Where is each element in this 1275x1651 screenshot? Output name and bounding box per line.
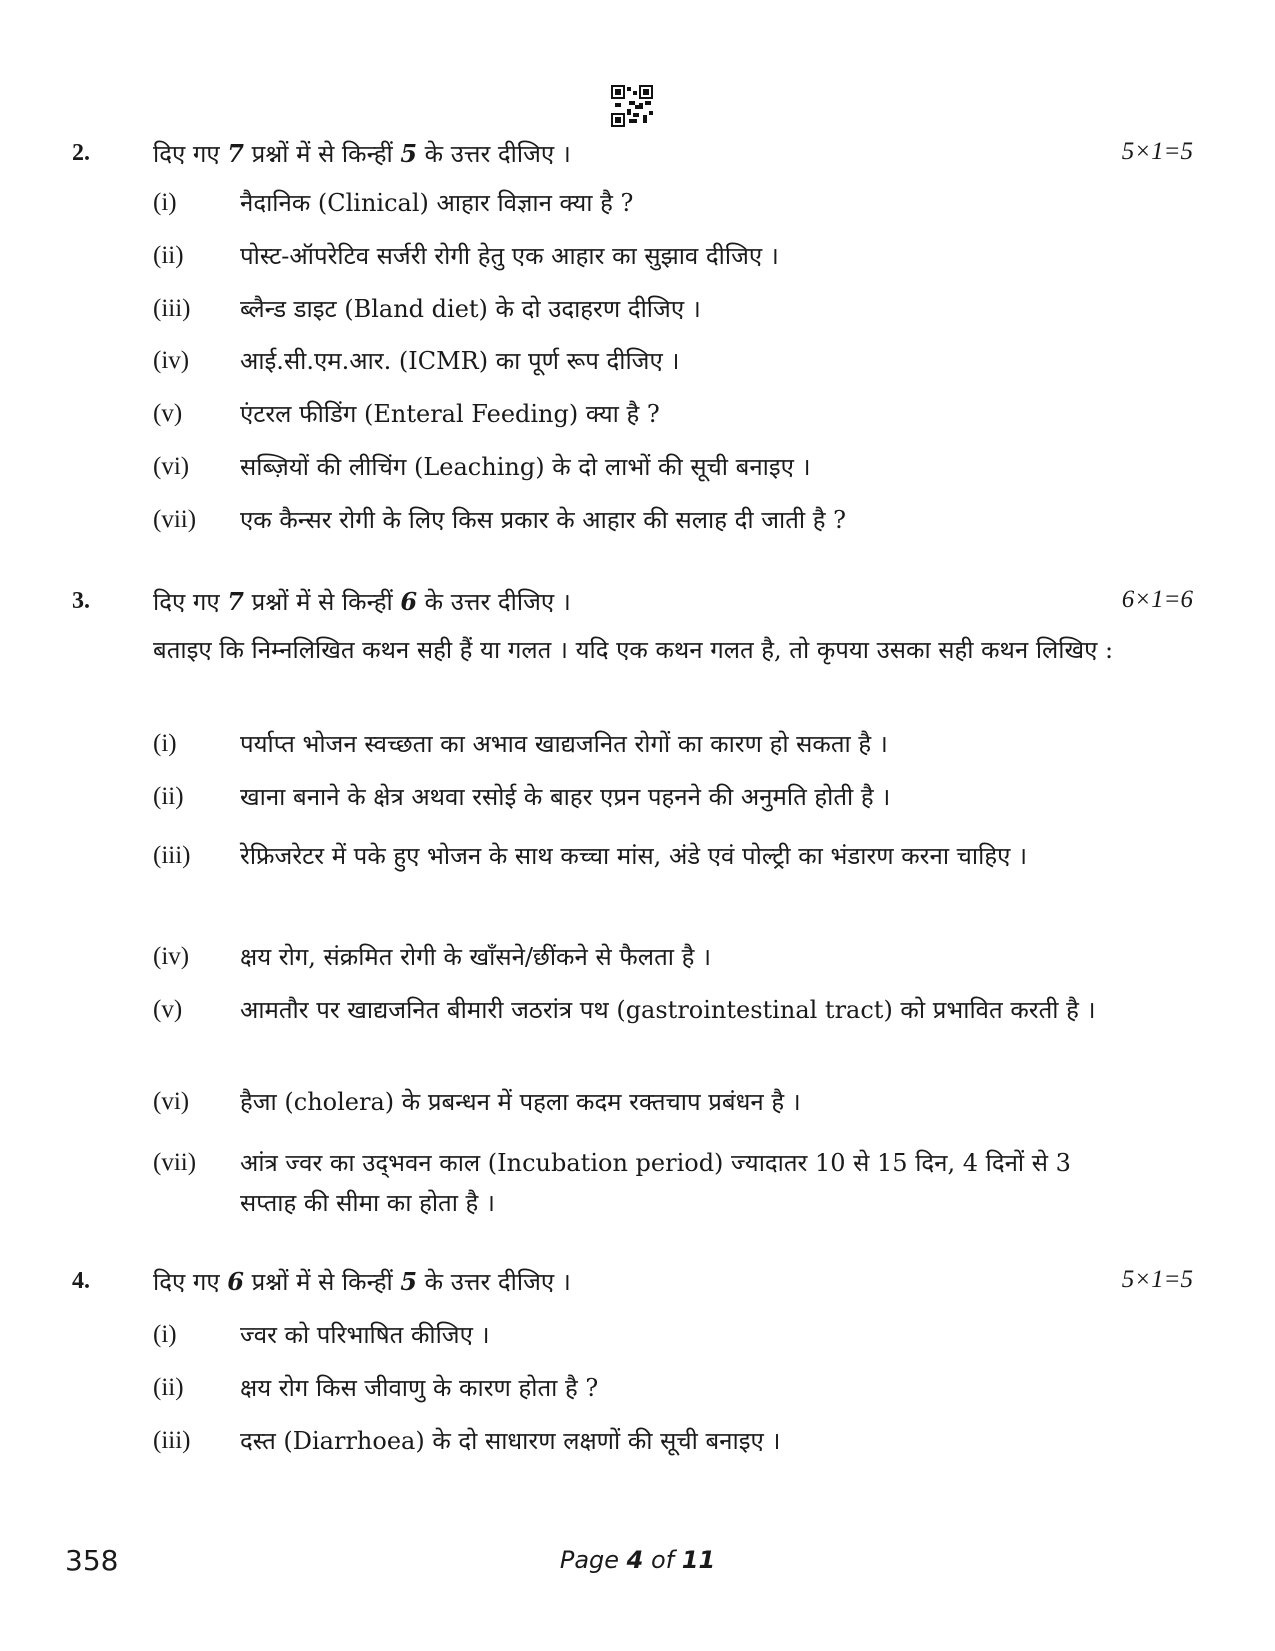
question-2-item-vii: (vii) एक कैन्सर रोगी के लिए किस प्रकार के आहार की सलाह दी जाती है ? — [153, 506, 846, 534]
question-4-item-ii: (ii) क्षय रोग किस जीवाणु के कारण होता है ? — [153, 1374, 599, 1402]
question-3-item-vi: (vi) हैजा (cholera) के प्रबन्धन में पहला कदम रक्तचाप प्रबंधन है । — [153, 1088, 801, 1116]
question-3-item-vii: (vii) आंत्र ज्वर का उद्‌भवन काल (Incubation period) ज्यादातर 10 से 15 दिन, 4 दिनों से 3 सप्ताह की सीमा का होता है । — [153, 1149, 1071, 1217]
question-4-item-i: (i) ज्वर को परिभाषित कीजिए । — [153, 1321, 490, 1349]
question-3-item-ii: (ii) खाना बनाने के क्षेत्र अथवा रसोई के बाहर एप्रन पहनने की अनुमति होती है । — [153, 783, 891, 811]
page-number: Page 4 of 11 — [559, 1546, 716, 1574]
question-3-marks: 6×1=6 — [1121, 586, 1193, 613]
question-3-number: 3. — [72, 588, 90, 614]
question-3-item-iii: (iii) रेफ्रिजरेटर में पके हुए भोजन के साथ कच्चा मांस, अंडे एवं पोल्ट्री का भंडारण करना चाहिए । — [153, 842, 1028, 870]
question-2-item-v: (v) एंटरल फीडिंग (Enteral Feeding) क्या है ? — [153, 400, 660, 428]
question-3-instruction: बताइए कि निम्नलिखित कथन सही हैं या गलत । यदि एक कथन गलत है, तो कृपया उसका सही कथन लिखिए : — [153, 636, 1114, 664]
question-2-item-iv: (iv) आई.सी.एम.आर. (ICMR) का पूर्ण रूप दीजिए । — [153, 347, 680, 375]
question-4-item-iii: (iii) दस्त (Diarrhoea) के दो साधारण लक्षणों की सूची बनाइए । — [153, 1427, 781, 1455]
question-2-item-vi: (vi) सब्ज़ियों की लीचिंग (Leaching) के दो लाभों की सूची बनाइए । — [153, 453, 811, 481]
question-3-stem: दिए गए 7 प्रश्नों में से किन्हीं 6 के उत्तर दीजिए । — [153, 587, 571, 616]
question-2-item-i: (i) नैदानिक (Clinical) आहार विज्ञान क्या है ? — [153, 189, 634, 217]
question-2-stem: दिए गए 7 प्रश्नों में से किन्हीं 5 के उत्तर दीजिए । — [153, 139, 571, 168]
question-2-number: 2. — [72, 140, 90, 166]
question-4-number: 4. — [72, 1268, 90, 1294]
question-2-item-iii: (iii) ब्लैन्ड डाइट (Bland diet) के दो उदाहरण दीजिए । — [153, 295, 701, 323]
question-4-marks: 5×1=5 — [1121, 1266, 1193, 1293]
qr-code-icon — [611, 85, 653, 127]
question-3-item-i: (i) पर्याप्त भोजन स्वच्छता का अभाव खाद्यजनित रोगों का कारण हो सकता है । — [153, 730, 888, 758]
question-2-marks: 5×1=5 — [1121, 138, 1193, 165]
question-3-item-iv: (iv) क्षय रोग, संक्रमित रोगी के खाँसने/छींकने से फैलता है । — [153, 943, 712, 971]
paper-code: 358 — [65, 1544, 119, 1577]
question-3-item-v: (v) आमतौर पर खाद्यजनित बीमारी जठरांत्र पथ (gastrointestinal tract) को प्रभावित करती है । — [153, 996, 1096, 1024]
question-4-stem: दिए गए 6 प्रश्नों में से किन्हीं 5 के उत्तर दीजिए । — [153, 1267, 571, 1296]
question-2-item-ii: (ii) पोस्ट-ऑपरेटिव सर्जरी रोगी हेतु एक आहार का सुझाव दीजिए । — [153, 242, 779, 270]
